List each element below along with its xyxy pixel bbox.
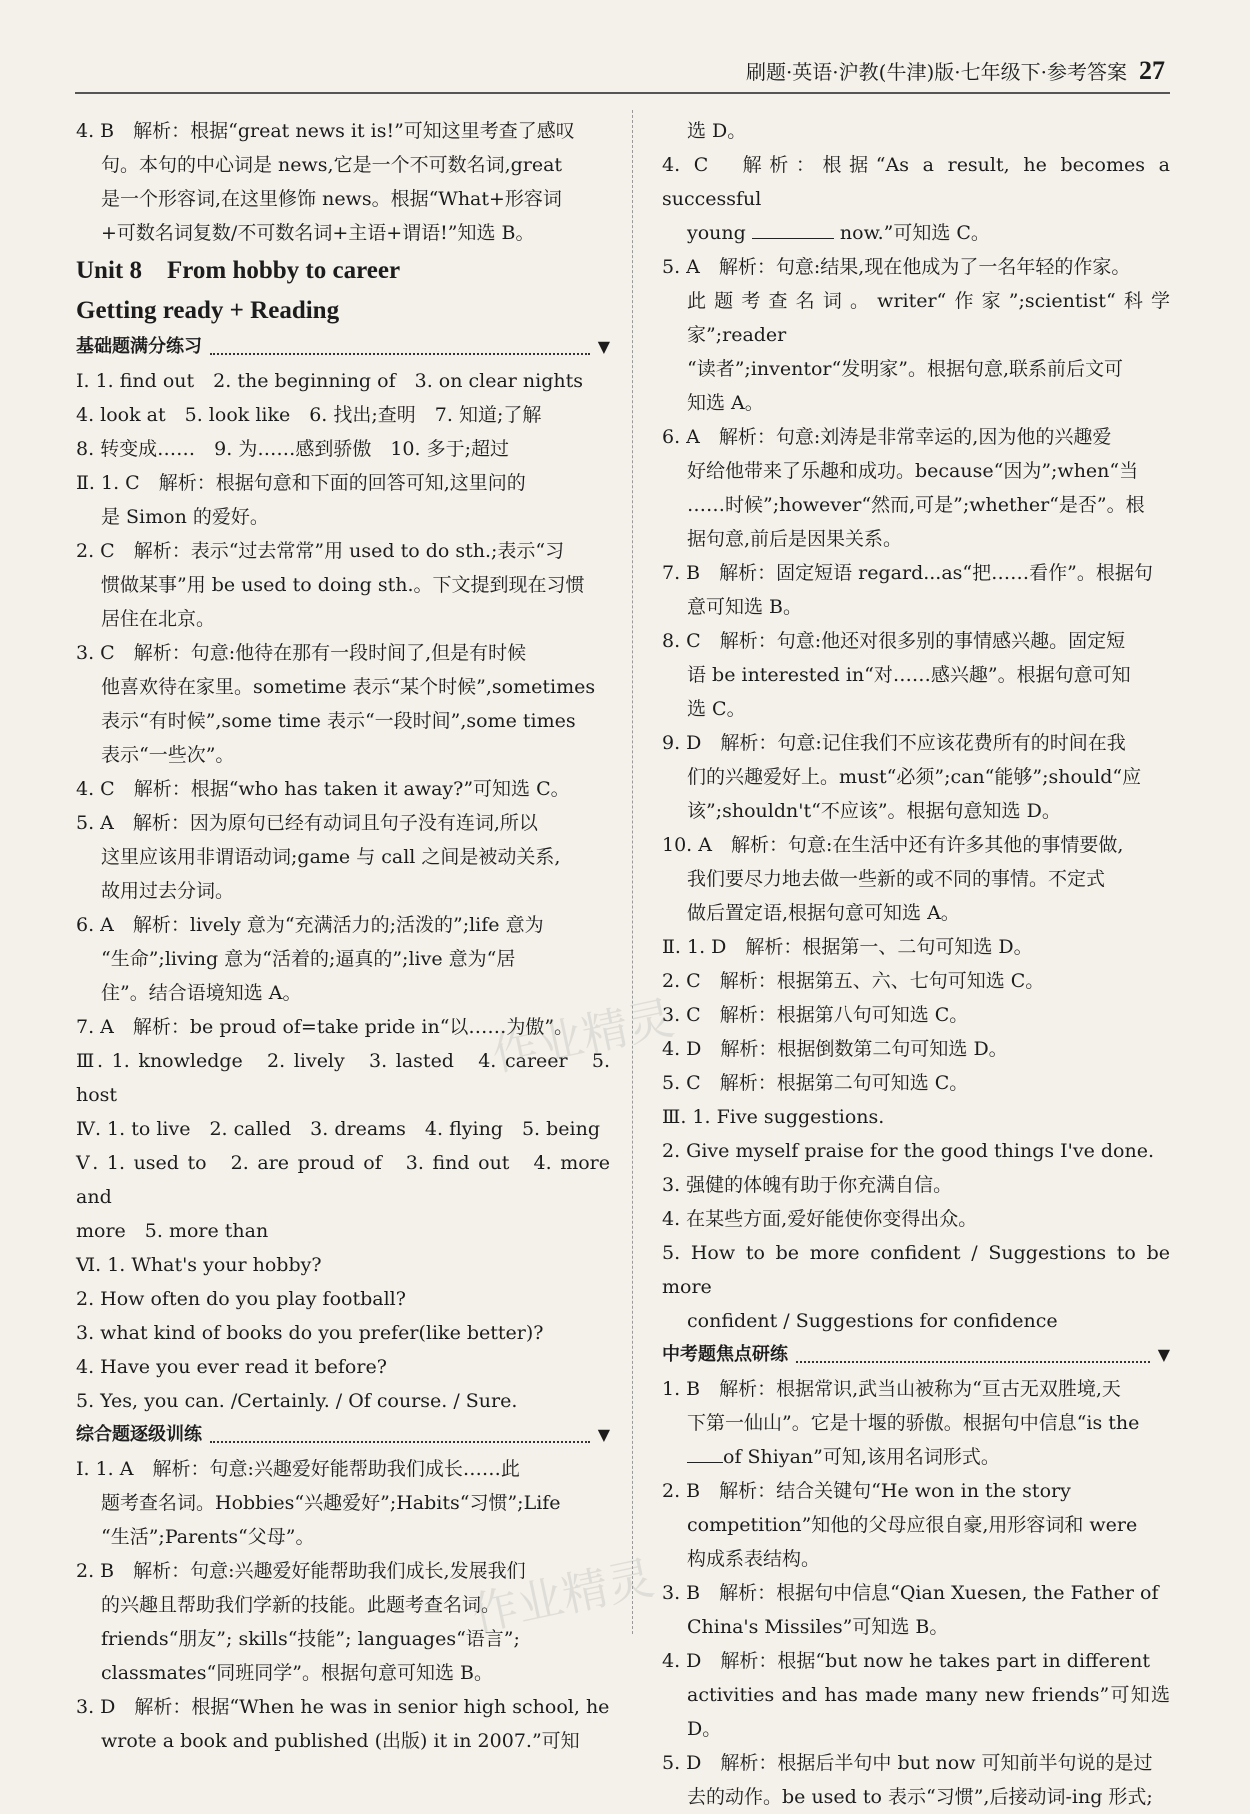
header-rule [75, 92, 1170, 94]
answer-line: Ⅱ. 1. D 解析：根据第一、二句可知选 D。 [662, 936, 1033, 958]
answer-line: 表示“一些次”。 [101, 744, 235, 766]
answer-line: 3. what kind of books do you prefer(like better)? [76, 1322, 544, 1344]
answer-line: 他喜欢待在家里。sometime 表示“某个时候”,sometimes [101, 676, 596, 698]
answer-line: 3. 强健的体魄有助于你充满自信。 [662, 1174, 953, 1196]
unit-title: Unit 8 From hobby to career [76, 257, 401, 284]
answer-line: 4. look at 5. look like 6. 找出;查明 7. 知道;了解 [76, 404, 542, 426]
answer-line: 4. C 解析：根据“who has taken it away?”可知选 C。 [76, 778, 570, 800]
answer-line: ……时候”;however“然而,可是”;whether“是否”。根 [687, 494, 1145, 516]
answer-line: 选 C。 [687, 698, 746, 720]
answer-line: 据句意,前后是因果关系。 [687, 528, 903, 550]
answer-line: 1. B 解析：根据常识,武当山被称为“亘古无双胜境,天 [662, 1378, 1121, 1400]
answer-line: 4. D 解析：根据“but now he takes part in different [662, 1650, 1150, 1672]
answer-line: Ⅴ. 1. used to 2. are proud of 3. find out 4. more and [76, 1152, 610, 1208]
answer-line: 4. Have you ever read it before? [76, 1356, 387, 1378]
section-heading-exam [662, 1338, 1170, 1372]
answer-blank [687, 1444, 723, 1463]
section-label: 综合题逐级训练 [76, 1424, 202, 1445]
triangle-down-icon: ▼ [597, 337, 610, 356]
answer-line: 5. A 解析：句意:结果,现在他成为了一名年轻的作家。 [662, 256, 1131, 278]
answer-line: 6. A 解析：句意:刘涛是非常幸运的,因为他的兴趣爱 [662, 426, 1112, 448]
answer-line: 3. B 解析：根据句中信息“Qian Xuesen, the Father of [662, 1582, 1159, 1604]
answer-line [662, 216, 1170, 250]
answer-line: 5. How to be more confident / Suggestions to be more [662, 1242, 1170, 1298]
watermark: 作业精灵 [487, 990, 679, 1082]
answer-line: 选 D。 [687, 120, 747, 142]
answer-line: 2. How often do you play football? [76, 1288, 406, 1310]
unit-subtitle: Getting ready + Reading [76, 297, 340, 324]
answer-line: 6. A 解析：lively 意为“充满活力的;活泼的”;life 意为 [76, 914, 544, 936]
answer-line: 下第一仙山”。它是十堰的骄傲。根据句中信息“is the [687, 1412, 1140, 1434]
answer-line: activities and has made many new friends”可知选 D。 [687, 1684, 1170, 1740]
answer-line: 3. C 解析：根据第八句可知选 C。 [662, 1004, 969, 1026]
answer-line: 该”;shouldn't“不应该”。根据句意知选 D。 [687, 800, 1061, 822]
page-number: 27 [1139, 56, 1165, 85]
answer-line: 5. C 解析：根据第二句可知选 C。 [662, 1072, 969, 1094]
text-fragment: young [687, 222, 746, 244]
dotted-leader [210, 1427, 590, 1443]
answer-line: “生活”;Parents“父母”。 [101, 1526, 315, 1548]
answer-line: 表示“有时候”,some time 表示“一段时间”,some times [101, 710, 576, 732]
answer-line: 题考查名词。Hobbies“兴趣爱好”;Habits“习惯”;Life [101, 1492, 561, 1514]
answer-line: 7. B 解析：固定短语 regard...as“把……看作”。根据句 [662, 562, 1153, 584]
answer-line: wrote a book and published (出版) it in 2007.”可知 [101, 1730, 580, 1752]
answer-line: Ⅲ. 1. knowledge 2. lively 3. lasted 4. career 5. host [76, 1050, 610, 1106]
answer-line: more 5. more than [76, 1220, 269, 1242]
answer-line: Ⅲ. 1. Five suggestions. [662, 1106, 885, 1128]
page-header [746, 56, 1165, 86]
answer-line: 知选 A。 [687, 392, 764, 414]
dotted-leader [210, 339, 590, 355]
answer-line: 2. B 解析：结合关键句“He won in the story [662, 1480, 1071, 1502]
triangle-down-icon: ▼ [1157, 1345, 1170, 1364]
section-heading-basic [76, 330, 610, 364]
dotted-leader [796, 1347, 1150, 1363]
answer-line: 去的动作。be used to 表示“习惯”,后接动词-ing 形式; [687, 1786, 1153, 1808]
answer-line: confident / Suggestions for confidence [687, 1310, 1058, 1332]
text-fragment: of Shiyan”可知,该用名词形式。 [723, 1446, 1000, 1468]
section-label: 中考题焦点研练 [662, 1344, 788, 1365]
answer-line: 3. D 解析：根据“When he was in senior high school, he [76, 1696, 610, 1718]
left-column [76, 114, 610, 1758]
answer-line: 4. C 解析：根据“As a result, he becomes a successful [662, 154, 1170, 210]
section-label: 基础题满分练习 [76, 336, 202, 357]
answer-line: 4. B 解析：根据“great news it is!”可知这里考查了感叹 [76, 120, 575, 142]
answer-line: competition”知他的父母应很自豪,用形容词和 were [687, 1514, 1138, 1536]
answer-line: 5. D 解析：根据后半句中 but now 可知前半句说的是过 [662, 1752, 1153, 1774]
answer-line: 2. C 解析：表示“过去常常”用 used to do sth.;表示“习 [76, 540, 565, 562]
answer-line [662, 1440, 1170, 1474]
answer-line: 10. A 解析：句意:在生活中还有许多其他的事情要做, [662, 834, 1124, 856]
answer-line: 构成系表结构。 [687, 1548, 821, 1570]
section-heading-comprehensive [76, 1418, 610, 1452]
answer-line: “读者”;inventor“发明家”。根据句意,联系前后文可 [687, 358, 1123, 380]
answer-line: 9. D 解析：句意:记住我们不应该花费所有的时间在我 [662, 732, 1126, 754]
answer-line: 8. 转变成…… 9. 为……感到骄傲 10. 多于;超过 [76, 438, 509, 460]
answer-line: 4. 在某些方面,爱好能使你变得出众。 [662, 1208, 978, 1230]
answer-line: 5. Yes, you can. /Certainly. / Of course. / Sure. [76, 1390, 518, 1412]
answer-line: 8. C 解析：句意:他还对很多别的事情感兴趣。固定短 [662, 630, 1126, 652]
answer-line: Ⅵ. 1. What's your hobby? [76, 1254, 322, 1276]
answer-line: 是 Simon 的爱好。 [101, 506, 269, 528]
answer-line: 5. A 解析：因为原句已经有动词且句子没有连词,所以 [76, 812, 538, 834]
answer-line: 故用过去分词。 [101, 880, 235, 902]
answer-line: friends“朋友”; skills“技能”; languages“语言”; [101, 1628, 520, 1650]
header-title: 刷题·英语·沪教(牛津)版·七年级下·参考答案 [745, 60, 1127, 84]
answer-line: +可数名词复数/不可数名词+主语+谓语!”知选 B。 [101, 222, 535, 244]
answer-line: classmates“同班同学”。根据句意可知选 B。 [101, 1662, 493, 1684]
text-fragment: now.”可知选 C。 [839, 222, 990, 244]
answer-line: 好给他带来了乐趣和成功。because“因为”;when“当 [687, 460, 1139, 482]
answer-line: 居住在北京。 [101, 608, 216, 630]
right-column [662, 114, 1170, 1814]
answer-line: 是一个形容词,在这里修饰 news。根据“What+形容词 [101, 188, 562, 210]
answer-line: 4. D 解析：根据倒数第二句可知选 D。 [662, 1038, 1008, 1060]
answer-line: 我们要尽力地去做一些新的或不同的事情。不定式 [687, 868, 1106, 890]
answer-line: 句。本句的中心词是 news,它是一个不可数名词,great [101, 154, 563, 176]
answer-line: Ⅰ. 1. A 解析：句意:兴趣爱好能帮助我们成长……此 [76, 1458, 520, 1480]
answer-line: 3. C 解析：句意:他待在那有一段时间了,但是有时候 [76, 642, 527, 664]
triangle-down-icon: ▼ [597, 1425, 610, 1444]
answer-line: 惯做某事”用 be used to doing sth.。下文提到现在习惯 [101, 574, 585, 596]
answer-line: 语 be interested in“对……感兴趣”。根据句意可知 [687, 664, 1131, 686]
answer-line: 的兴趣且帮助我们学新的技能。此题考查名词。 [101, 1594, 501, 1616]
answer-line: “生命”;living 意为“活着的;逼真的”;live 意为“居 [101, 948, 516, 970]
answer-line: Ⅳ. 1. to live 2. called 3. dreams 4. flying 5. being [76, 1118, 601, 1140]
answer-line: 意可知选 B。 [687, 596, 803, 618]
answer-line: 7. A 解析：be proud of=take pride in“以……为傲”。 [76, 1016, 574, 1038]
answer-line: China's Missiles”可知选 B。 [687, 1616, 949, 1638]
answer-line: 此题考查名词。writer“作家”;scientist“科学家”;reader [687, 290, 1170, 346]
answer-blank [752, 220, 834, 239]
answer-line: 2. B 解析：句意:兴趣爱好能帮助我们成长,发展我们 [76, 1560, 526, 1582]
answer-line: 们的兴趣爱好上。must“必须”;can“能够”;should“应 [687, 766, 1142, 788]
answer-line: 2. C 解析：根据第五、六、七句可知选 C。 [662, 970, 1045, 992]
answer-line: 2. Give myself praise for the good things I've done. [662, 1140, 1155, 1162]
answer-line: 住”。结合语境知选 A。 [101, 982, 302, 1004]
watermark: 作业精灵 [467, 1550, 659, 1642]
answer-line: 这里应该用非谓语动词;game 与 call 之间是被动关系, [101, 846, 561, 868]
answer-line: Ⅰ. 1. find out 2. the beginning of 3. on clear nights [76, 370, 583, 392]
answer-line: 做后置定语,根据句意可知选 A。 [687, 902, 960, 924]
column-divider [632, 110, 633, 1634]
answer-line: Ⅱ. 1. C 解析：根据句意和下面的回答可知,这里问的 [76, 472, 526, 494]
